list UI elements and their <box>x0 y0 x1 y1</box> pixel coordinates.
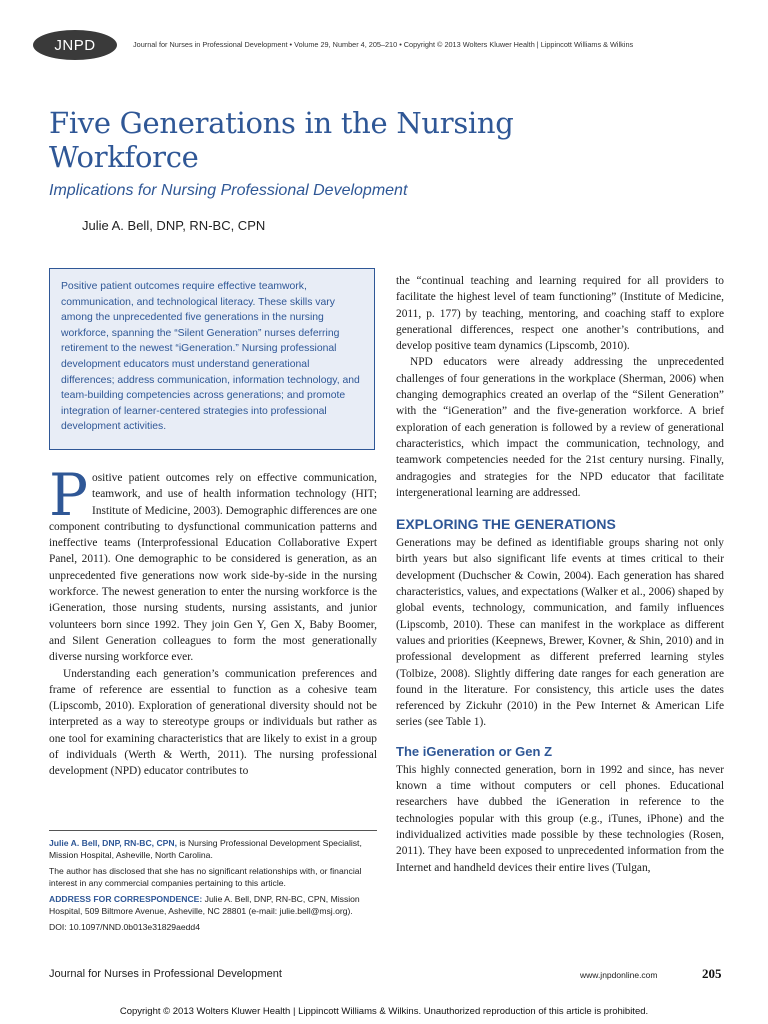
body-column-right <box>396 273 724 876</box>
page-number: 205 <box>702 966 722 981</box>
article-subtitle: Implications for Nursing Professional Development <box>49 182 408 199</box>
footer-journal-name: Journal for Nurses in Professional Development <box>49 968 282 980</box>
running-head: Journal for Nurses in Professional Development • Volume 29, Number 4, 205–210 • Copyright © 2013 Wolters Kluwer Health | Lippincott Williams & Wilkins <box>133 40 634 49</box>
subsection-heading: The iGeneration or Gen Z <box>396 743 553 759</box>
copyright-notice: Copyright © 2013 Wolters Kluwer Health | Lippincott Williams & Wilkins. Unauthorized reproduction of this article is prohibited. <box>119 1006 649 1017</box>
footnotes <box>49 838 379 939</box>
author-byline: Julie A. Bell, DNP, RN-BC, CPN <box>82 218 266 233</box>
doi: DOI: 10.1097/NND.0b013e31829aedd4 <box>49 922 200 932</box>
body-paragraph: Understanding each generation’s communication preferences and frame of reference are essential to function as a cohesive team (Lipscomb, 2010). Exploration of generational diversity should not be interpreted as a way to stereotype groups or individuals but rather as one tool for examining characteristics that are likely to exist in a group of individuals (Werth & Werth, 2011). The nursing professional development (NPD) educator contributes to <box>49 667 377 778</box>
section-heading: EXPLORING THE GENERATIONS <box>396 516 616 533</box>
correspondence-label: ADDRESS FOR CORRESPONDENCE: <box>49 894 203 904</box>
title-line-2: Workforce <box>49 140 199 174</box>
article-title <box>49 106 514 174</box>
body-paragraph: This highly connected generation, born in 1992 and since, has never known a time without computers or cell phones. Educational researchers have dubbed the iGeneration in reference to the technologies popular with this group (e.g., iTunes, iPhone) and the individualized activities made possible by these technologies (Rosen, 2011). They have been exposed to unprecedented information from the Internet and handheld devices their entire lives (Tulgan, <box>396 763 724 874</box>
body-column-left <box>49 461 377 780</box>
drop-cap: P <box>49 461 89 529</box>
footer-url: www.jnpdonline.com <box>580 970 658 980</box>
title-line-1: Five Generations in the Nursing <box>49 106 514 140</box>
abstract-text: Positive patient outcomes require effective teamwork, communication, and technological literacy. These skills vary among the unprecedented five generations in the nursing workforce, spanning the “Silent Generation” nurses deferring retirement to the newest “iGeneration.” Nursing professional development educators must understand generational differences; address communication, information technology, and team-building competencies across generations; and promote integration of learner-centered strategies into professional development activities. <box>61 281 360 433</box>
footnote-divider <box>49 830 377 831</box>
body-paragraph: Generations may be defined as identifiable groups sharing not only birth years but also significant life events at times critical to their development (Duchscher & Cowin, 2004). Each generation has shared characteristics, values, and expectations (Walker et al., 2006) shaped by global events, technology, communication, and family influences (Lipscomb, 2010). These can manifest in the workplace as different values and priorities (Keepnews, Brewer, Kovner, & Shin, 2010) and in professional development as different preferred learning styles (Tolbize, 2008). Slightly differing date ranges for each generation are found in the literature. For consistency, this article uses the dates referenced by Zickuhr (2010) in the Pew Internet & American Life series (see Table 1). <box>396 537 724 729</box>
author-note <box>49 838 379 861</box>
correspondence-note <box>49 894 379 917</box>
journal-logo: JNPD <box>33 30 117 60</box>
body-paragraph: NPD educators were already addressing the unprecedented challenges of four generations in the workplace (Sherman, 2006) when changing demographics created an overlap of the “Silent Generation” with the “iGeneration” and the five-generation workforce. A brief exploration of each generation is followed by a review of generational characteristics, which impact the communication, technology, and teamwork competencies needed for the 21st century nursing. Finally, andragogies and strategies for the NPD educator that facilitate intergenerational learning are addressed. <box>396 356 724 499</box>
author-note-affil: is Nursing Professional Development Specialist, Mission Hospital, Asheville, North Carolina. <box>49 838 362 860</box>
author-note-name: Julie A. Bell, DNP, RN-BC, CPN, <box>49 838 177 848</box>
disclosure-note: The author has disclosed that she has no significant relationships with, or financial interest in any commercial companies pertaining to this article. <box>49 866 362 888</box>
abstract-box <box>49 268 375 450</box>
body-paragraph: the “continual teaching and learning required for all providers to facilitate the highest level of team functioning” (Institute of Medicine, 2011, p. 177) by teaching, mentoring, and coaching staff to explore generational differences, respect one another’s contributions, and develop positive team dynamics (Lipscomb, 2010). <box>396 275 724 353</box>
correspondence-text: Julie A. Bell, DNP, RN-BC, CPN, Mission Hospital, 509 Biltmore Avenue, Asheville, NC 28801 (e-mail: julie.bell@msj.org). <box>49 894 360 916</box>
intro-paragraph <box>49 461 377 666</box>
intro-text: ositive patient outcomes rely on effective communication, teamwork, and use of health information technology (HIT; Institute of Medicine, 2003). Demographic differences are one component contributing to dysfunctional communication patterns and ineffective teams (Interprofessional Education Collaborative Expert Panel, 2011). One demographic to be considered is generation, as an unprecedented five generations now work side-by-side in the nursing workforce. The newest generation to enter the nursing workforce is the iGeneration, those nursing students, nursing assistants, and junior volunteers born since 1992. They join Gen Y, Gen X, Baby Boomer, and Silent Generation colleagues to form the most generationally diverse nursing workforce ever. <box>49 472 377 664</box>
